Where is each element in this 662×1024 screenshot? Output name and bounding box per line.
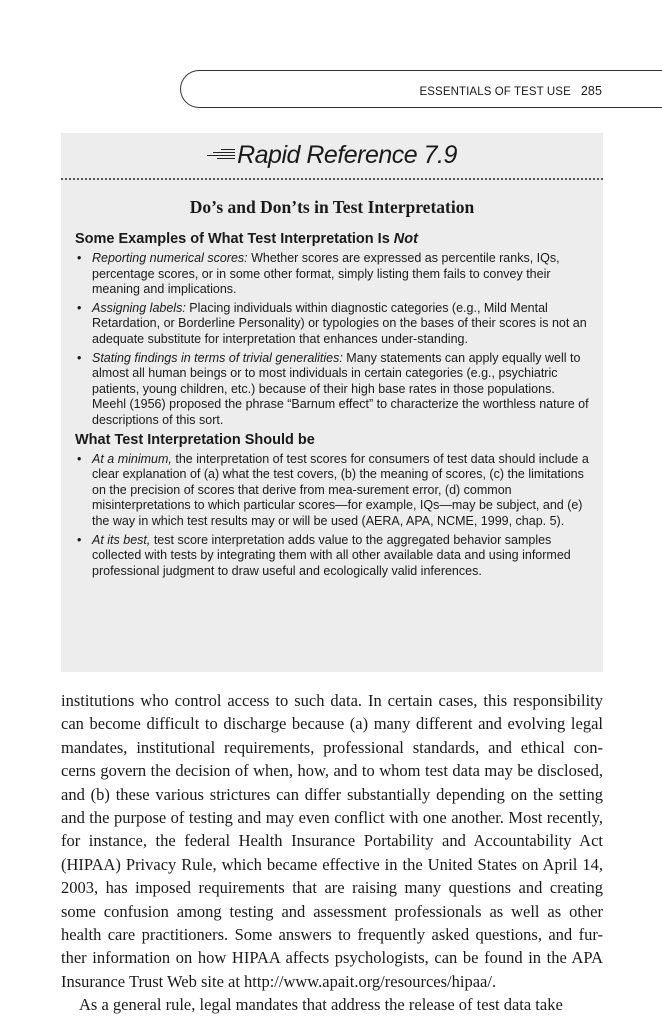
rapid-reference-title bbox=[61, 141, 603, 170]
rapid-reference-subtitle: Do’s and Don’ts in Test Interpretation bbox=[189, 197, 475, 217]
item-text: the interpretation of test scores for consumers of test data should include a clear explanation of (a) what the test covers, (b) the meaning of scores, (c) the limitations on the precision of scores that derive from mea-surement error, (d) common misinterpretations to which particular scores—for example, IQs—may be subject, and (e) the way in which test results may or will be used (AERA, APA, NCME, 1999, chap. 5). bbox=[92, 451, 589, 528]
list-item bbox=[75, 533, 589, 580]
not-examples-list bbox=[75, 251, 589, 429]
item-text: Many statements can apply equally well to almost all human beings or to most individuals in certain categories (e.g., psychiatric patients, young children, etc.) because of their high base rates in those populations. Meehl (1956) proposed the phrase “Barnum effect” to characterize the worthless nature of descriptions of this sort. bbox=[92, 350, 589, 427]
item-text: Whether scores are expressed as percentile ranks, IQs, percentage scores, or in some other format, simply listing them fails to convey their meaning and implications. bbox=[92, 251, 560, 297]
rapid-reference-box bbox=[61, 133, 603, 672]
item-lead: Stating findings in terms of trivial generalities: bbox=[92, 350, 343, 365]
body-paragraph: As a general rule, legal mandates that address the release of test data take bbox=[79, 995, 563, 1015]
item-lead: At a minimum, bbox=[92, 451, 172, 466]
running-title: ESSENTIALS OF TEST USE bbox=[419, 86, 571, 98]
should-be-list bbox=[75, 452, 589, 580]
dotted-divider bbox=[61, 178, 603, 180]
item-lead: Reporting numerical scores: bbox=[92, 251, 248, 265]
item-text: test score interpretation adds value to the aggregated behavior samples collected with tests by integrating them with all other available data and using informed professional judgment to draw useful and ecologically valid inferences. bbox=[92, 532, 571, 578]
running-header bbox=[420, 84, 602, 98]
section-heading-not-emphasis: Not bbox=[393, 231, 418, 247]
section-heading-should: What Test Interpretation Should be bbox=[75, 431, 315, 448]
body-text bbox=[61, 689, 603, 1017]
list-item bbox=[75, 251, 589, 298]
section-heading-not-text: Some Examples of What Test Interpretation Is bbox=[75, 231, 394, 247]
page-number: 285 bbox=[580, 84, 602, 98]
list-item bbox=[75, 452, 589, 530]
item-text: Placing individuals within diagnostic categories (e.g., Mild Mental Retardation, or Borderline Personality) or typologies on the bases of their scores is not an adequate substitute for interpretation that enhances under-standing. bbox=[92, 300, 587, 346]
body-paragraph: institutions who control access to such data. In certain cases, this responsibility can become difficult to discharge because (a) many different and evolving legal mandates, institutional requirements, professional standards, and ethical con-cerns govern the decision of when, how, and to whom test data may be disclosed, and (b) these various strictures can differ substantially depending on the setting and the purpose of testing and may even conflict with one another. Most recently, for instance, the federal Health Insurance Portability and Accountability Act (HIPAA) Privacy Rule, which became effective in the United States on April 14, 2003, has imposed requirements that are raising many questions and creating some confusion among testing and assessment professionals as well as other health care practitioners. Some answers to frequently asked questions, and fur-ther information on how HIPAA affects psychologists, can be found in the APA Insurance Trust Web site at http://www.apait.org/resources/hipaa/. bbox=[61, 691, 603, 991]
list-item bbox=[75, 301, 589, 348]
section-heading-not bbox=[75, 231, 589, 248]
item-lead: At its best, bbox=[92, 532, 151, 547]
list-item bbox=[75, 351, 589, 429]
rapid-reference-title-text: Rapid Reference 7.9 bbox=[237, 141, 457, 169]
speed-lines-icon bbox=[207, 147, 235, 161]
item-lead: Assigning labels: bbox=[92, 300, 186, 315]
rapid-reference-content bbox=[75, 231, 589, 582]
